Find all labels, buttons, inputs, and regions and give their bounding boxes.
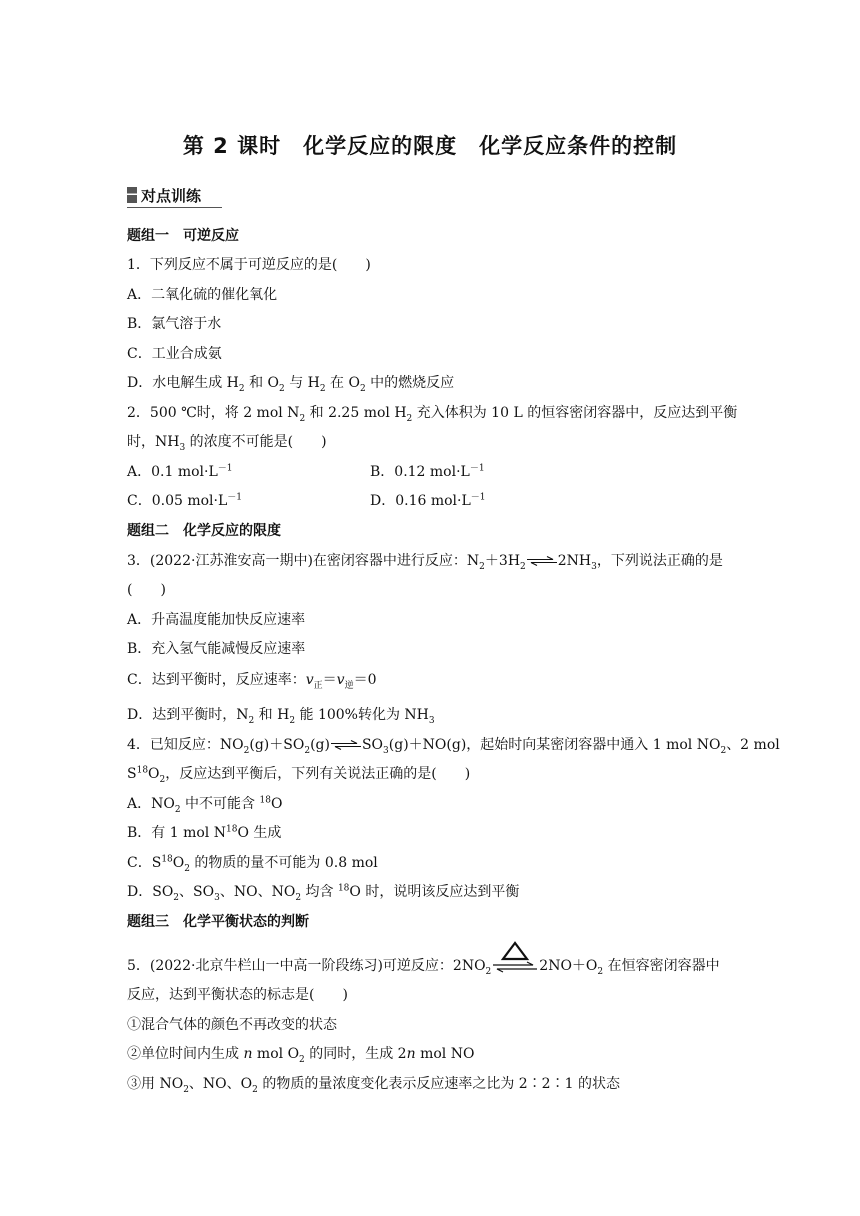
section-underline (127, 207, 222, 208)
question-4-option-c: C．$S^{18}O_2$ 的物质的量不可能为 0.8 mol (127, 854, 378, 874)
question-2-option-d: D．0.16 $mol\cdot L^{-1}$ (370, 492, 486, 509)
question-2-option-b: B．0.12 $mol\cdot L^{-1}$ (370, 463, 485, 480)
question-1-option-c: C．工业合成氨 (127, 346, 222, 362)
question-1-option-a: A．二氧化硫的催化氧化 (127, 287, 278, 303)
question-4-stem-line-1: 4．已知反应：$NO_2(g)+SO_2(g)$ $SO_3(g)+NO(g)$，起始时向某密闭容器中通入 1 mol $NO_2$、2 mol (127, 737, 780, 756)
heat-equilibrium-arrow-icon (492, 959, 538, 973)
question-5-stem-line-2: 反应，达到平衡状态的标志是( ) (127, 987, 348, 1003)
question-4-option-a: A．$NO_2$ 中不可能含 $^{18}$O (127, 795, 283, 815)
question-1-stem: 1．下列反应不属于可逆反应的是( ) (127, 257, 371, 273)
question-2-option-c: C．0.05 $mol\cdot L^{-1}$ (127, 492, 242, 509)
equilibrium-arrow-icon (330, 740, 362, 750)
question-2-stem-line-1: 2．500 ℃时，将 2 mol $N_2$ 和 2.25 mol $H_2$ 充入体积为 10 L 的恒容密闭容器中，反应达到平衡 (127, 405, 738, 424)
question-1-option-d: D．水电解生成 $H_2$ 和 $O_2$ 与 $H_2$ 在 $O_2$ 中的燃烧反应 (127, 375, 455, 394)
question-3-stem-line-2: ( ) (127, 582, 166, 598)
group-heading-3: 题组三 化学平衡状态的判断 (127, 914, 309, 930)
question-5-item-1: ①混合气体的颜色不再改变的状态 (127, 1017, 337, 1033)
question-3-option-b: B．充入氢气能减慢反应速率 (127, 641, 306, 657)
question-3-option-d: D．达到平衡时，$N_2$ 和 $H_2$ 能 100%转化为 $NH_3$ (127, 707, 435, 726)
question-5-item-2: ②单位时间内生成 n mol $O_2$ 的同时，生成 2n mol NO (127, 1046, 475, 1065)
section-marker-icon (127, 187, 137, 203)
page-title: 第 2 课时 化学反应的限度 化学反应条件的控制 (182, 134, 678, 158)
group-heading-2: 题组二 化学反应的限度 (127, 523, 281, 539)
group-heading-1: 题组一 可逆反应 (127, 228, 239, 244)
question-3-option-c: C．达到平衡时，反应速率：$v_正=v_逆=0$ (127, 672, 377, 691)
question-3-stem-line-1: 3．(2022·江苏淮安高一期中)在密闭容器中进行反应：$N_2+3H_2$ $2NH_3$，下列说法正确的是 (127, 553, 723, 572)
question-4-stem-line-2: $S^{18}O_2$，反应达到平衡后，下列有关说法正确的是( ) (127, 765, 471, 785)
question-4-option-d: D．$SO_2$、$SO_3$、NO、$NO_2$ 均含 $^{18}$O 时，说明该反应达到平衡 (127, 883, 520, 903)
question-5-item-3: ③用 $NO_2$、NO、$O_2$ 的物质的量浓度变化表示反应速率之比为 2∶2∶1 的状态 (127, 1076, 620, 1095)
question-3-option-a: A．升高温度能加快反应速率 (127, 612, 306, 628)
question-4-option-b: B．有 1 mol $N^{18}O$ 生成 (127, 824, 282, 841)
equilibrium-arrow-icon (526, 556, 558, 566)
section-label: 对点训练 (141, 187, 202, 205)
question-2-stem-line-2: 时，$NH_3$ 的浓度不可能是( ) (127, 434, 327, 453)
question-1-option-b: B．氯气溶于水 (127, 316, 222, 332)
question-2-option-a: A．0.1 $mol\cdot L^{-1}$ (127, 463, 233, 480)
question-5-stem-line-1: 5．(2022·北京牛栏山一中高一阶段练习)可逆反应：$2NO_2$ $2NO+O_2$ 在恒容密闭容器中 (127, 957, 720, 975)
